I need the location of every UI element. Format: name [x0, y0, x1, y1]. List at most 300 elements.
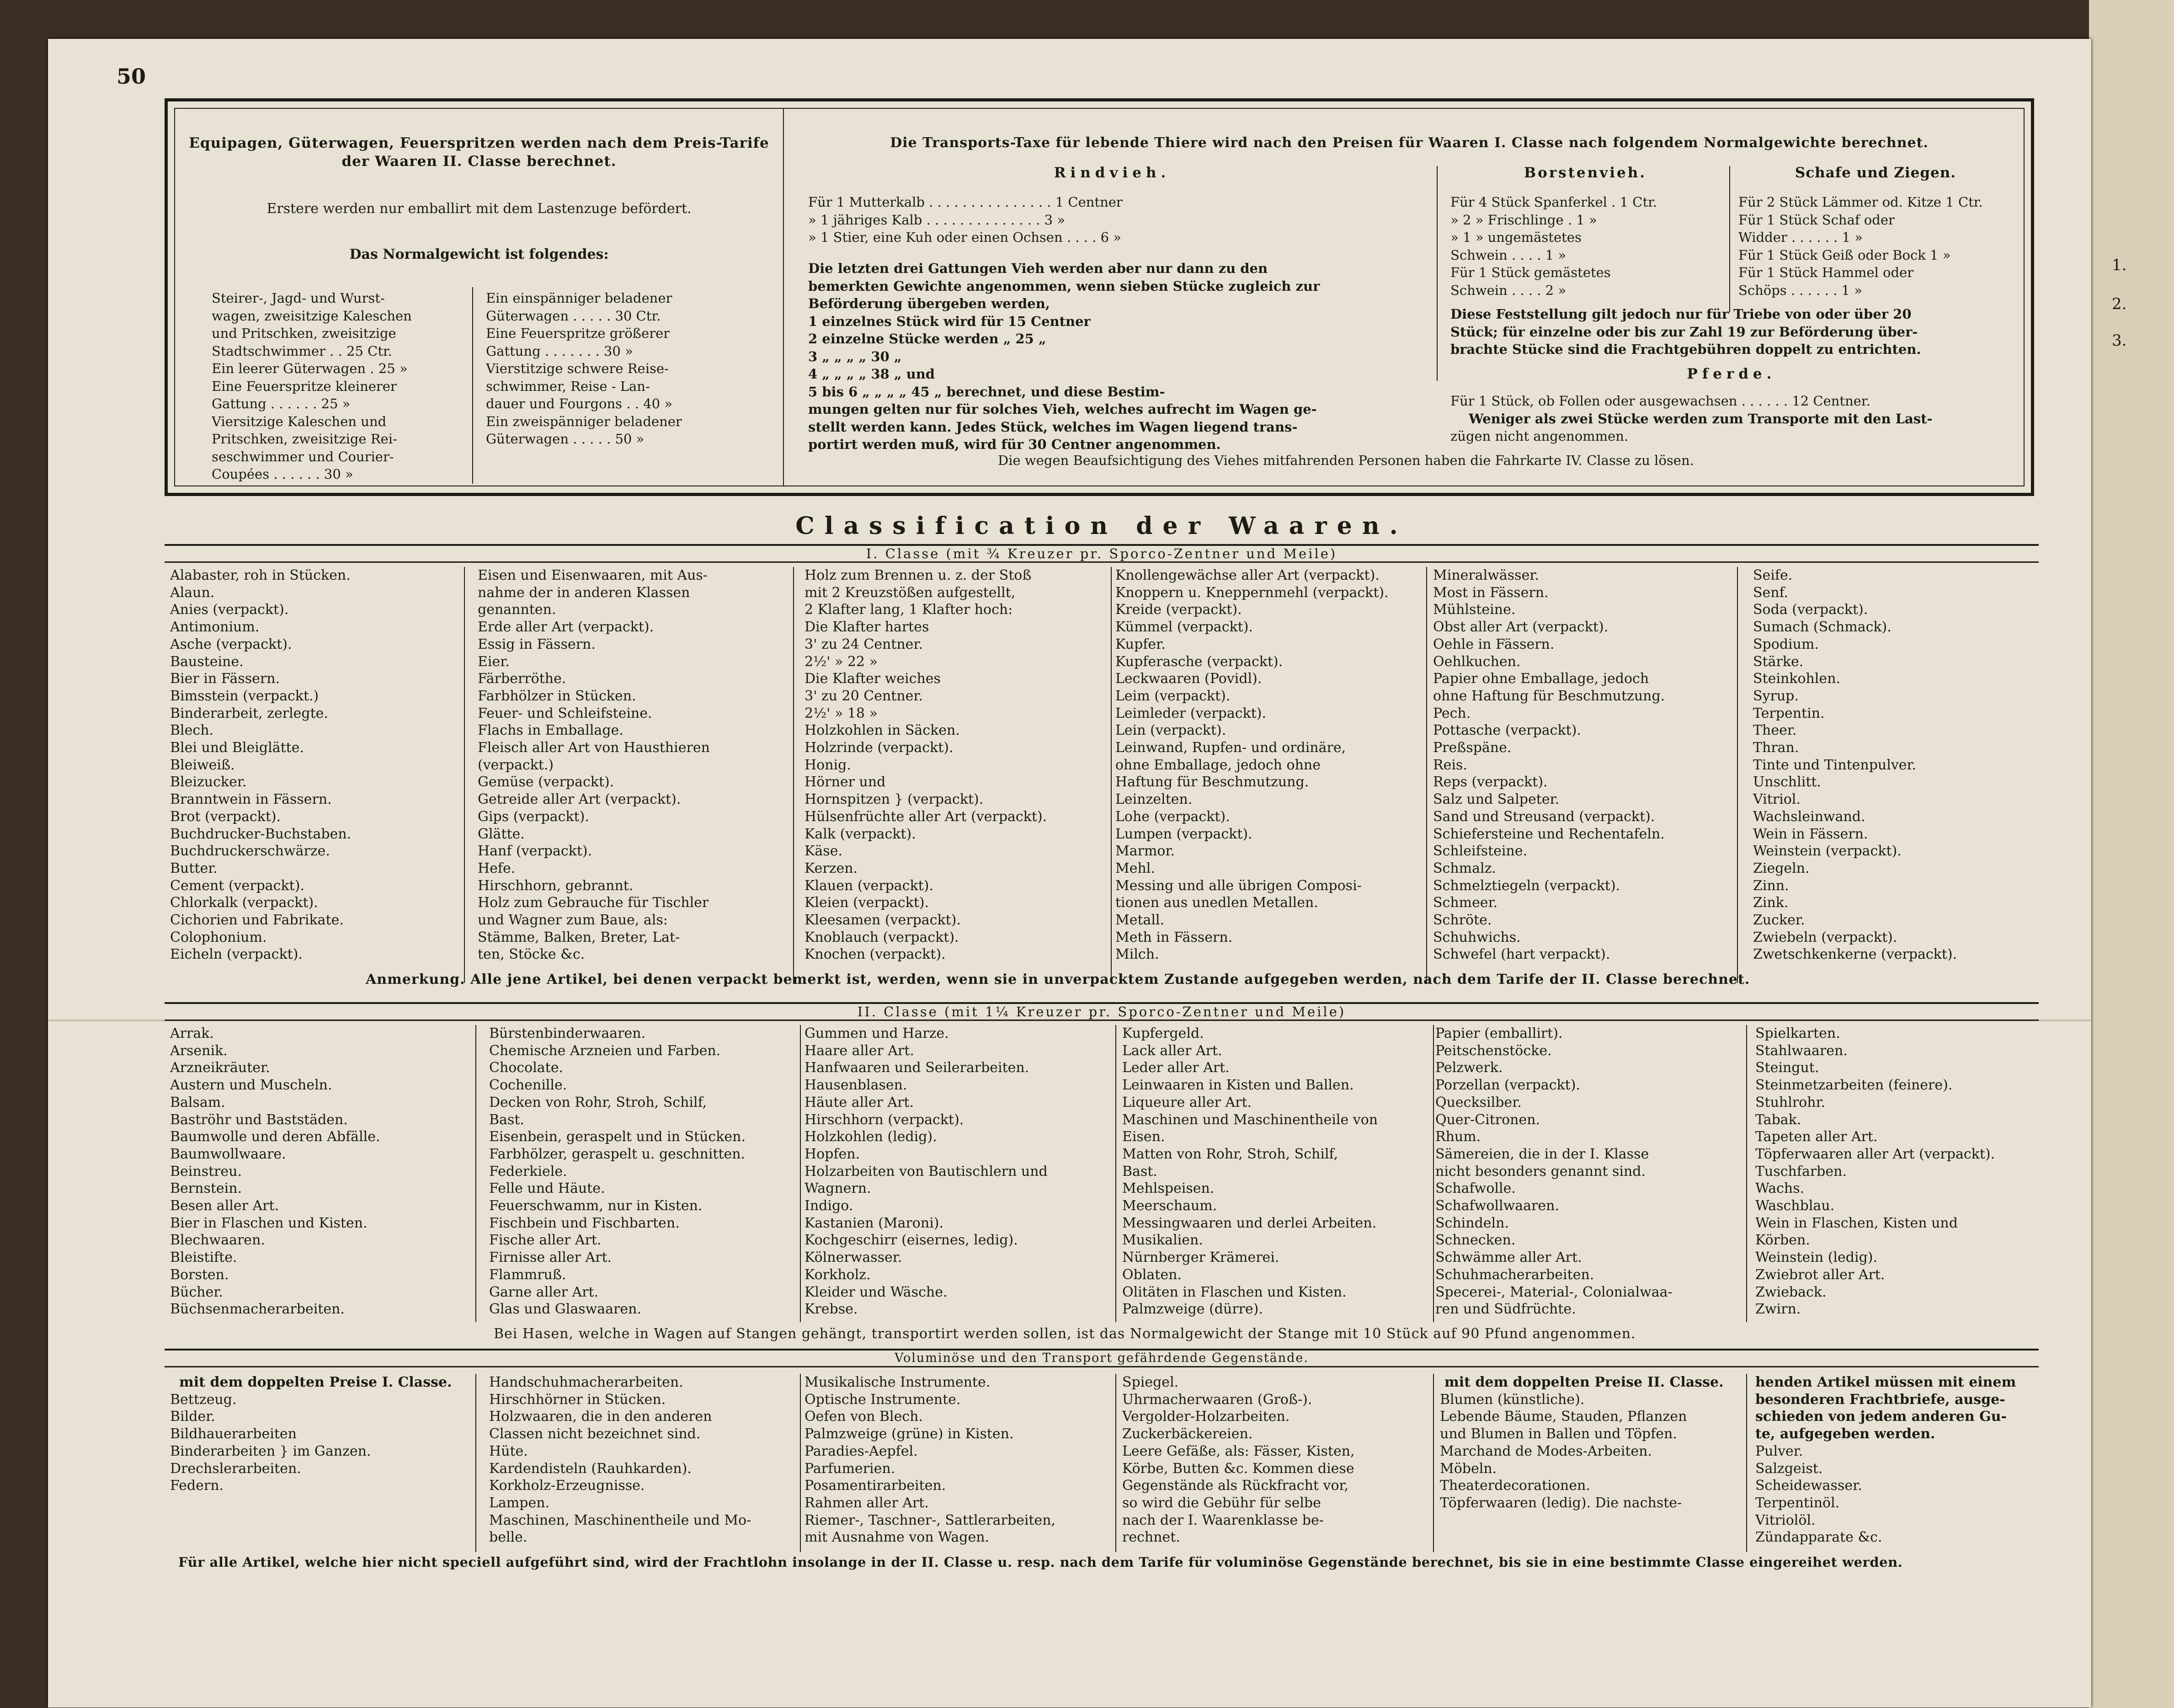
list-item: Buchdruckerschwärze. [170, 843, 330, 859]
list-item: Bausteine. [170, 653, 244, 670]
feststellung-note [1450, 305, 2026, 358]
class2-col5 [1435, 1025, 1746, 1318]
list-item: Glätte. [478, 826, 525, 842]
list-item: Schmalz. [1433, 860, 1496, 876]
list-item: Hornspitzen } (verpackt). [805, 791, 984, 808]
list-item: Ein leerer Güterwagen . 25 » [212, 361, 408, 376]
list-item: Liqueure aller Art. [1122, 1094, 1252, 1110]
list-item: Schafwolle. [1435, 1180, 1516, 1197]
vol-col1 [170, 1374, 467, 1494]
list-item: Gummen und Harze. [805, 1025, 949, 1041]
list-item: Für 1 Mutterkalb . . . . . . . . . . . . . . . 1 Centner [808, 194, 1123, 210]
list-item: Feuerschwamm, nur in Kisten. [489, 1198, 703, 1214]
list-item: Flachs in Emballage. [478, 722, 623, 739]
side-page-marker: 1. [2112, 256, 2127, 274]
list-item: Kardendisteln (Rauhkarden). [489, 1460, 692, 1477]
list-item: Steinmetzarbeiten (feinere). [1755, 1077, 1953, 1094]
list-item: Vitriolöl. [1755, 1512, 1816, 1528]
list-item: Gemüse (verpackt). [478, 774, 614, 790]
rindvieh-rates [808, 193, 1425, 246]
list-item: Für 1 Stück Geiß oder Bock 1 » [1738, 247, 1951, 263]
list-item: Tinte und Tintenpulver. [1753, 757, 1917, 773]
vol-col4 [1122, 1374, 1433, 1546]
list-item: Cement (verpackt). [170, 877, 304, 894]
list-item: Tuschfarben. [1755, 1163, 1847, 1180]
list-item: 2 Klafter lang, 1 Klafter hoch: [805, 602, 1013, 618]
list-item: Pech. [1433, 705, 1471, 721]
list-item: Leimleder (verpackt). [1115, 705, 1267, 721]
list-item: Klauen (verpackt). [805, 877, 933, 894]
list-item: genannten. [478, 602, 556, 618]
rindvieh-title: Rindvieh. [1054, 165, 1171, 181]
list-item: Stämme, Balken, Breter, Lat- [478, 929, 680, 945]
list-item: Zucker. [1753, 912, 1805, 929]
list-item: Zink. [1753, 895, 1789, 911]
list-item: Sumach (Schmack). [1753, 619, 1892, 635]
list-item: Quecksilber. [1435, 1094, 1522, 1110]
list-item: Knochen (verpackt). [805, 946, 946, 963]
list-item: Musikalische Instrumente. [805, 1374, 991, 1390]
text-line: bemerkten Gewichte angenommen, wenn sieben Stücke zugleich zur [808, 278, 1320, 294]
list-item: Hirschhorn (verpackt). [805, 1111, 964, 1128]
list-item: Stahlwaaren. [1755, 1042, 1848, 1059]
vehicle-weights-col2 [486, 289, 769, 448]
list-item: Oblaten. [1122, 1266, 1182, 1283]
list-item: Bettzeug. [170, 1391, 237, 1408]
list-item: Für 1 Stück Hammel oder [1738, 265, 1914, 280]
list-item: Musikalien. [1122, 1232, 1203, 1249]
list-item: Wagnern. [805, 1180, 871, 1197]
list-item: Schmeer. [1433, 895, 1498, 911]
list-item: Töpferwaaren aller Art (verpackt). [1755, 1146, 1995, 1162]
list-item: Stärke. [1753, 653, 1804, 670]
list-item: Hanfwaaren und Seilerarbeiten. [805, 1060, 1029, 1076]
list-item: Milch. [1115, 946, 1159, 963]
list-item: Vergolder-Holzarbeiten. [1122, 1409, 1290, 1425]
list-item: Terpentin. [1753, 705, 1825, 721]
page-number: 50 [117, 64, 146, 89]
list-item: » 1 jähriges Kalb . . . . . . . . . . . . . . 3 » [808, 212, 1066, 228]
list-item: Blech. [170, 722, 214, 739]
list-item: Sämereien, die in der I. Klasse [1435, 1146, 1649, 1162]
list-item: Pottasche (verpackt). [1433, 722, 1581, 739]
list-item: Kümmel (verpackt). [1115, 619, 1253, 635]
list-item: Knollengewächse aller Art (verpackt). [1115, 567, 1380, 583]
list-item: Schiefersteine und Rechentafeln. [1433, 826, 1665, 842]
list-item: Parfumerien. [805, 1460, 895, 1477]
list-item: Branntwein in Fässern. [170, 791, 332, 808]
text-line: Die letzten drei Gattungen Vieh werden aber nur dann zu den [808, 261, 1268, 276]
list-item: Meerschaum. [1122, 1198, 1217, 1214]
list-item: Bier in Flaschen und Kisten. [170, 1215, 368, 1231]
list-item: Holzrinde (verpackt). [805, 740, 954, 756]
list-item: Eicheln (verpackt). [170, 946, 303, 963]
list-item: Bürstenbinderwaaren. [489, 1025, 646, 1041]
list-item: Farbhölzer, geraspelt u. geschnitten. [489, 1146, 746, 1162]
list-item: Baströhr und Baststäden. [170, 1111, 348, 1128]
list-item: Käse. [805, 843, 842, 859]
list-item: Eisen. [1122, 1129, 1165, 1145]
list-item: Bast. [489, 1111, 524, 1128]
list-item: Körbe, Butten &c. Kommen diese [1122, 1460, 1354, 1477]
list-item: Meth in Fässern. [1115, 929, 1233, 945]
list-item: Wachsleinwand. [1753, 808, 1865, 825]
text-line: 5 bis 6 „ „ „ „ 45 „ berechnet, und diese Bestim- [808, 384, 1165, 400]
list-item: Porzellan (verpackt). [1435, 1077, 1580, 1094]
list-item: Peitschenstöcke. [1435, 1042, 1552, 1059]
list-item: Seife. [1753, 567, 1793, 583]
list-item: Salzgeist. [1755, 1460, 1823, 1477]
list-item: Kleider und Wäsche. [805, 1284, 948, 1300]
list-item: Ziegeln. [1753, 860, 1810, 876]
list-item: Ein einspänniger beladener [486, 290, 672, 306]
list-item: Schuhwichs. [1433, 929, 1521, 945]
list-item: Hausenblasen. [805, 1077, 907, 1094]
list-item: Zinn. [1753, 877, 1789, 894]
list-item: Maschinen, Maschinentheile und Mo- [489, 1512, 751, 1528]
list-item: wagen, zweisitzige Kaleschen [212, 308, 412, 324]
list-item: Besen aller Art. [170, 1198, 279, 1214]
list-item: so wird die Gebühr für selbe [1122, 1494, 1321, 1511]
aufsicht-note: Die wegen Beaufsichtigung des Viehes mitfahrenden Personen haben die Fahrkarte IV. Classe zu lösen. [998, 453, 1694, 468]
list-item: Wachs. [1755, 1180, 1805, 1197]
list-item: Mühlsteine. [1433, 602, 1516, 618]
list-item: Theaterdecorationen. [1440, 1478, 1590, 1494]
list-item: schieden von jedem anderen Gu- [1755, 1409, 2007, 1425]
list-item: Marmor. [1115, 843, 1175, 859]
list-item: Flammruß. [489, 1266, 566, 1283]
list-item: Reps (verpackt). [1433, 774, 1548, 790]
list-item: Lampen. [489, 1494, 550, 1511]
borstenvieh-title: Borstenvieh. [1524, 165, 1647, 181]
list-item: Knoppern u. Kneppernmehl (verpackt). [1115, 584, 1389, 601]
list-item: Schwein . . . . 1 » [1450, 247, 1567, 263]
class1-note: Anmerkung. Alle jene Artikel, bei denen verpackt bemerkt ist, werden, wenn sie in unverpacktem Zustande aufgegeben werden, nach dem Tarife der II. Classe berechnet. [366, 971, 1750, 987]
list-item: Essig in Fässern. [478, 636, 596, 652]
list-item: Lumpen (verpackt). [1115, 826, 1252, 842]
list-item: Theer. [1753, 722, 1797, 739]
list-item: Stadtschwimmer . . 25 Ctr. [212, 343, 392, 359]
list-item: Anies (verpackt). [170, 602, 289, 618]
list-item: Bleizucker. [170, 774, 247, 790]
list-item: Brot (verpackt). [170, 808, 281, 825]
text-line: 1 einzelnes Stück wird für 15 Centner [808, 313, 1091, 329]
list-item: Weinstein (ledig). [1755, 1249, 1878, 1266]
list-item: Leckwaaren (Povidl). [1115, 671, 1262, 687]
list-item: Bücher. [170, 1284, 223, 1300]
class1-col5 [1433, 567, 1744, 963]
list-item: und Blumen in Ballen und Töpfen. [1440, 1426, 1677, 1442]
list-item: Cochenille. [489, 1077, 567, 1094]
list-item: Marchand de Modes-Arbeiten. [1440, 1443, 1652, 1459]
list-item: Die Klafter hartes [805, 619, 929, 635]
list-item: Stuhlrohr. [1755, 1094, 1826, 1110]
list-item: Hanf (verpackt). [478, 843, 592, 859]
list-item: Spodium. [1753, 636, 1819, 652]
list-item: nicht besonders genannt sind. [1435, 1163, 1646, 1180]
list-item: Zwiebeln (verpackt). [1753, 929, 1897, 945]
list-item: Pulver. [1755, 1443, 1803, 1459]
list-item: ren und Südfrüchte. [1435, 1301, 1576, 1318]
transport-rate-box [165, 98, 2034, 496]
list-item: Palmzweige (dürre). [1122, 1301, 1263, 1318]
list-item: Soda (verpackt). [1753, 602, 1868, 618]
list-item: tionen aus unedlen Metallen. [1115, 895, 1318, 911]
class2-header: II. Classe (mit 1¼ Kreuzer pr. Sporco-Zentner und Meile) [165, 1002, 2039, 1021]
text-line: Stück; für einzelne oder bis zur Zahl 19 zur Beförderung über- [1450, 324, 1918, 340]
list-item: 3' zu 20 Centner. [805, 688, 923, 704]
list-item: Zündapparate &c. [1755, 1529, 1882, 1546]
list-item: Eier. [478, 653, 510, 670]
list-item: ohne Emballage, jedoch ohne [1115, 757, 1321, 773]
list-item: Antimonium. [170, 619, 260, 635]
list-item: Pritschken, zweisitzige Rei- [212, 431, 397, 447]
list-item: Eisenbein, geraspelt und in Stücken. [489, 1129, 746, 1145]
list-item: Hülsenfrüchte aller Art (verpackt). [805, 808, 1047, 825]
list-item: Drechslerarbeiten. [170, 1460, 301, 1477]
list-item: Fische aller Art. [489, 1232, 602, 1249]
list-item: Blechwaaren. [170, 1232, 265, 1249]
list-item: Kupferasche (verpackt). [1115, 653, 1283, 670]
list-item: Paradies-Aepfel. [805, 1443, 918, 1459]
list-item: Blumen (künstliche). [1440, 1391, 1585, 1408]
list-item: Erde aller Art (verpackt). [478, 619, 654, 635]
list-item: Pelzwerk. [1435, 1060, 1503, 1076]
list-item: Güterwagen . . . . . 50 » [486, 431, 645, 447]
schafe-rates [1738, 193, 2022, 299]
text-line: mungen gelten nur für solches Vieh, welches aufrecht im Wagen ge- [808, 401, 1317, 417]
class1-col2 [478, 567, 789, 963]
list-item: Leder aller Art. [1122, 1060, 1230, 1076]
list-item: rechnet. [1122, 1529, 1180, 1546]
list-item: Büchsenmacherarbeiten. [170, 1301, 345, 1318]
class2-col3 [805, 1025, 1111, 1318]
equipagen-title: Equipagen, Güterwagen, Feuerspritzen werden nach dem Preis-Tarife der Waaren II. Classe berechnet. [189, 135, 769, 170]
class1-col1 [170, 567, 453, 963]
vol-class1-heading: mit dem doppelten Preise I. Classe. [179, 1374, 452, 1390]
side-page-marker: 3. [2112, 331, 2127, 350]
list-item: und Wagner zum Baue, als: [478, 912, 668, 929]
list-item: 2½' » 18 » [805, 705, 878, 721]
text-line: Weniger als zwei Stücke werden zum Transporte mit den Last- [1469, 411, 1933, 427]
list-item: Getreide aller Art (verpackt). [478, 791, 681, 808]
classification-title: Classification der Waaren. [795, 512, 1408, 540]
list-item: Leere Gefäße, als: Fässer, Kisten, [1122, 1443, 1355, 1459]
list-item: Färberröthe. [478, 671, 566, 687]
list-item: te, aufgegeben werden. [1755, 1426, 1935, 1442]
list-item: Für 1 Stück Schaf oder [1738, 212, 1895, 228]
list-item: Binderarbeit, zerlegte. [170, 705, 328, 721]
vol-col2 [489, 1374, 791, 1546]
list-item: » 1 Stier, eine Kuh oder einen Ochsen . . . . 6 » [808, 230, 1122, 245]
list-item: Preßspäne. [1433, 740, 1512, 756]
list-item: Lein (verpackt). [1115, 722, 1226, 739]
list-item: Krebse. [805, 1301, 858, 1318]
list-item: » 1 » ungemästetes [1450, 230, 1582, 245]
list-item: Arrak. [170, 1025, 214, 1041]
list-item: belle. [489, 1529, 528, 1546]
list-item: Gattung . . . . . . . 30 » [486, 343, 633, 359]
list-item: Arzneikräuter. [170, 1060, 270, 1076]
list-item: Most in Fässern. [1433, 584, 1549, 601]
list-item: Blei und Bleiglätte. [170, 740, 304, 756]
list-item: Eisen und Eisenwaaren, mit Aus- [478, 567, 708, 583]
list-item: Schwefel (hart verpackt). [1433, 946, 1610, 963]
footer-note: Für alle Artikel, welche hier nicht speciell aufgeführt sind, wird der Frachtlohn insolange in der II. Classe u. resp. nach dem Tarife für voluminöse Gegenstände berechnet, bis sie in eine bestimmte Classe eingereihet werden. [178, 1554, 1903, 1570]
list-item: Kleien (verpackt). [805, 895, 929, 911]
list-item: Eine Feuerspritze kleinerer [212, 378, 397, 394]
list-item: Matten von Rohr, Stroh, Schilf, [1122, 1146, 1338, 1162]
class2-col4 [1122, 1025, 1433, 1318]
list-item: Fleisch aller Art von Hausthieren [478, 740, 710, 756]
list-item: nahme der in anderen Klassen [478, 584, 690, 601]
list-item: Zuckerbäckereien. [1122, 1426, 1253, 1442]
list-item: Feuer- und Schleifsteine. [478, 705, 652, 721]
list-item: dauer und Fourgons . . 40 » [486, 396, 672, 411]
list-item: und Pritschken, zweisitzige [212, 326, 396, 341]
list-item: Spiegel. [1122, 1374, 1179, 1390]
normalgewicht-label: Das Normalgewicht ist folgendes: [349, 246, 609, 262]
list-item: Kupfergeld. [1122, 1025, 1204, 1041]
borstenvieh-rates [1450, 193, 1725, 299]
list-item: Honig. [805, 757, 851, 773]
livestock-title: Die Transports-Taxe für lebende Thiere wird nach den Preisen für Waaren I. Classe nach folgendem Normalgewichte berechnet. [890, 135, 1929, 151]
list-item: Colophonium. [170, 929, 267, 945]
list-item: Sand und Streusand (verpackt). [1433, 808, 1655, 825]
text-line: 4 „ „ „ „ 38 „ und [808, 366, 935, 382]
text-line: Für 1 Stück, ob Follen oder ausgewachsen . . . . . . 12 Centner. [1450, 393, 1870, 409]
list-item: Bier in Fässern. [170, 671, 280, 687]
list-item: Uhrmacherwaaren (Groß-). [1122, 1391, 1312, 1408]
list-item: Für 4 Stück Spanferkel . 1 Ctr. [1450, 194, 1657, 210]
list-item: Bernstein. [170, 1180, 242, 1197]
list-item: Hirschhörner in Stücken. [489, 1391, 666, 1408]
text-line: 2 einzelne Stücke werden „ 25 „ [808, 331, 1046, 347]
vehicle-weights-col1 [212, 289, 468, 483]
list-item: mit Ausnahme von Wagen. [805, 1529, 990, 1546]
list-item: Knoblauch (verpackt). [805, 929, 959, 945]
vol-col6 [1755, 1374, 2039, 1546]
list-item: Güterwagen . . . . . 30 Ctr. [486, 308, 661, 324]
list-item: Widder . . . . . . 1 » [1738, 230, 1863, 245]
list-item: Indigo. [805, 1198, 853, 1214]
list-item: Spielkarten. [1755, 1025, 1840, 1041]
list-item: Felle und Häute. [489, 1180, 605, 1197]
vol-col5 [1440, 1374, 1746, 1512]
list-item: Chlorkalk (verpackt). [170, 895, 318, 911]
list-item: Wein in Flaschen, Kisten und [1755, 1215, 1958, 1231]
list-item: Kölnerwasser. [805, 1249, 902, 1266]
list-item: Bildhauerarbeiten [170, 1426, 297, 1442]
list-item: Baumwollwaare. [170, 1146, 286, 1162]
list-item: Kupfer. [1115, 636, 1166, 652]
list-item: Kastanien (Maroni). [805, 1215, 944, 1231]
list-item: Posamentirarbeiten. [805, 1478, 946, 1494]
list-item: Lack aller Art. [1122, 1042, 1222, 1059]
list-item: Olitäten in Flaschen und Kisten. [1122, 1284, 1347, 1300]
list-item: Holz zum Brennen u. z. der Stoß [805, 567, 1032, 583]
list-item: Schöps . . . . . . 1 » [1738, 282, 1862, 298]
list-item: Leinzelten. [1115, 791, 1193, 808]
list-item: Kochgeschirr (eisernes, ledig). [805, 1232, 1018, 1249]
list-item: Schuhmacherarbeiten. [1435, 1266, 1594, 1283]
list-item: Hopfen. [805, 1146, 860, 1162]
equipagen-subtitle: Erstere werden nur emballirt mit dem Lastenzuge befördert. [266, 201, 692, 217]
list-item: Federkiele. [489, 1163, 567, 1180]
list-item: Bast. [1122, 1163, 1157, 1180]
list-item: Oehlkuchen. [1433, 653, 1521, 670]
list-item: Korkholz-Erzeugnisse. [489, 1478, 645, 1494]
list-item: Quer-Citronen. [1435, 1111, 1540, 1128]
vol-col3 [805, 1374, 1111, 1546]
list-item: Obst aller Art (verpackt). [1433, 619, 1609, 635]
list-item: ohne Haftung für Beschmutzung. [1433, 688, 1665, 704]
class2-col2 [489, 1025, 791, 1318]
list-item: Lohe (verpackt). [1115, 808, 1230, 825]
list-item: Nürnberger Krämerei. [1122, 1249, 1279, 1266]
list-item: Gattung . . . . . . 25 » [212, 396, 351, 411]
list-item: 3' zu 24 Centner. [805, 636, 923, 652]
text-line: Beförderung übergeben werden, [808, 296, 1050, 311]
list-item: Schindeln. [1435, 1215, 1509, 1231]
text-line: zügen nicht angenommen. [1450, 428, 1629, 444]
list-item: Maschinen und Maschinentheile von [1122, 1111, 1378, 1128]
pferde-rates [1450, 392, 2026, 445]
list-item: Schleifsteine. [1433, 843, 1528, 859]
list-item: Butter. [170, 860, 218, 876]
rindvieh-note [808, 260, 1430, 454]
list-item: Messing und alle übrigen Composi- [1115, 877, 1362, 894]
list-item: Baumwolle und deren Abfälle. [170, 1129, 380, 1145]
list-item: mit 2 Kreuzstößen aufgestellt, [805, 584, 1016, 601]
list-item: Hüte. [489, 1443, 528, 1459]
list-item: schwimmer, Reise - Lan- [486, 378, 650, 394]
list-item: Arsenik. [170, 1042, 228, 1059]
list-item: Riemer-, Taschner-, Sattlerarbeiten, [805, 1512, 1056, 1528]
list-item: Bimsstein (verpackt.) [170, 688, 319, 704]
list-item: Körben. [1755, 1232, 1810, 1249]
class2-note: Bei Hasen, welche in Wagen auf Stangen gehängt, transportirt werden sollen, ist das Normalgewicht der Stange mit 10 Stück auf 90 Pfund angenommen. [494, 1326, 1636, 1342]
list-item: Vitriol. [1753, 791, 1801, 808]
list-item: Salz und Salpeter. [1433, 791, 1560, 808]
list-item: besonderen Frachtbriefe, ausge- [1755, 1391, 2005, 1408]
list-item: Firnisse aller Art. [489, 1249, 612, 1266]
list-item: Unschlitt. [1753, 774, 1821, 790]
list-item: Hefe. [478, 860, 516, 876]
list-item: Beinstreu. [170, 1163, 242, 1180]
list-item: Asche (verpackt). [170, 636, 292, 652]
list-item: Federn. [170, 1478, 224, 1494]
list-item: Metall. [1115, 912, 1165, 929]
voluminous-header: Voluminöse und den Transport gefährdende Gegenstände. [165, 1349, 2039, 1367]
pferde-title: Pferde. [1687, 366, 1776, 382]
list-item: Holzkohlen (ledig). [805, 1129, 937, 1145]
list-item: Alabaster, roh in Stücken. [170, 567, 351, 583]
list-item: Gegenstände als Rückfracht vor, [1122, 1478, 1349, 1494]
list-item: Oehle in Fässern. [1433, 636, 1555, 652]
list-item: Schröte. [1433, 912, 1492, 929]
list-item: Balsam. [170, 1094, 225, 1110]
list-item: Chocolate. [489, 1060, 564, 1076]
list-item: Leinwand, Rupfen- und ordinäre, [1115, 740, 1346, 756]
list-item: Viersitzige Kaleschen und [212, 413, 387, 429]
text-line: stellt werden kann. Jedes Stück, welches im Wagen liegend trans- [808, 419, 1298, 435]
text-line: 3 „ „ „ „ 30 „ [808, 348, 902, 364]
list-item: Scheidewasser. [1755, 1478, 1862, 1494]
list-item: Tapeten aller Art. [1755, 1129, 1878, 1145]
list-item: Bilder. [170, 1409, 215, 1425]
list-item: Messingwaaren und derlei Arbeiten. [1122, 1215, 1377, 1231]
